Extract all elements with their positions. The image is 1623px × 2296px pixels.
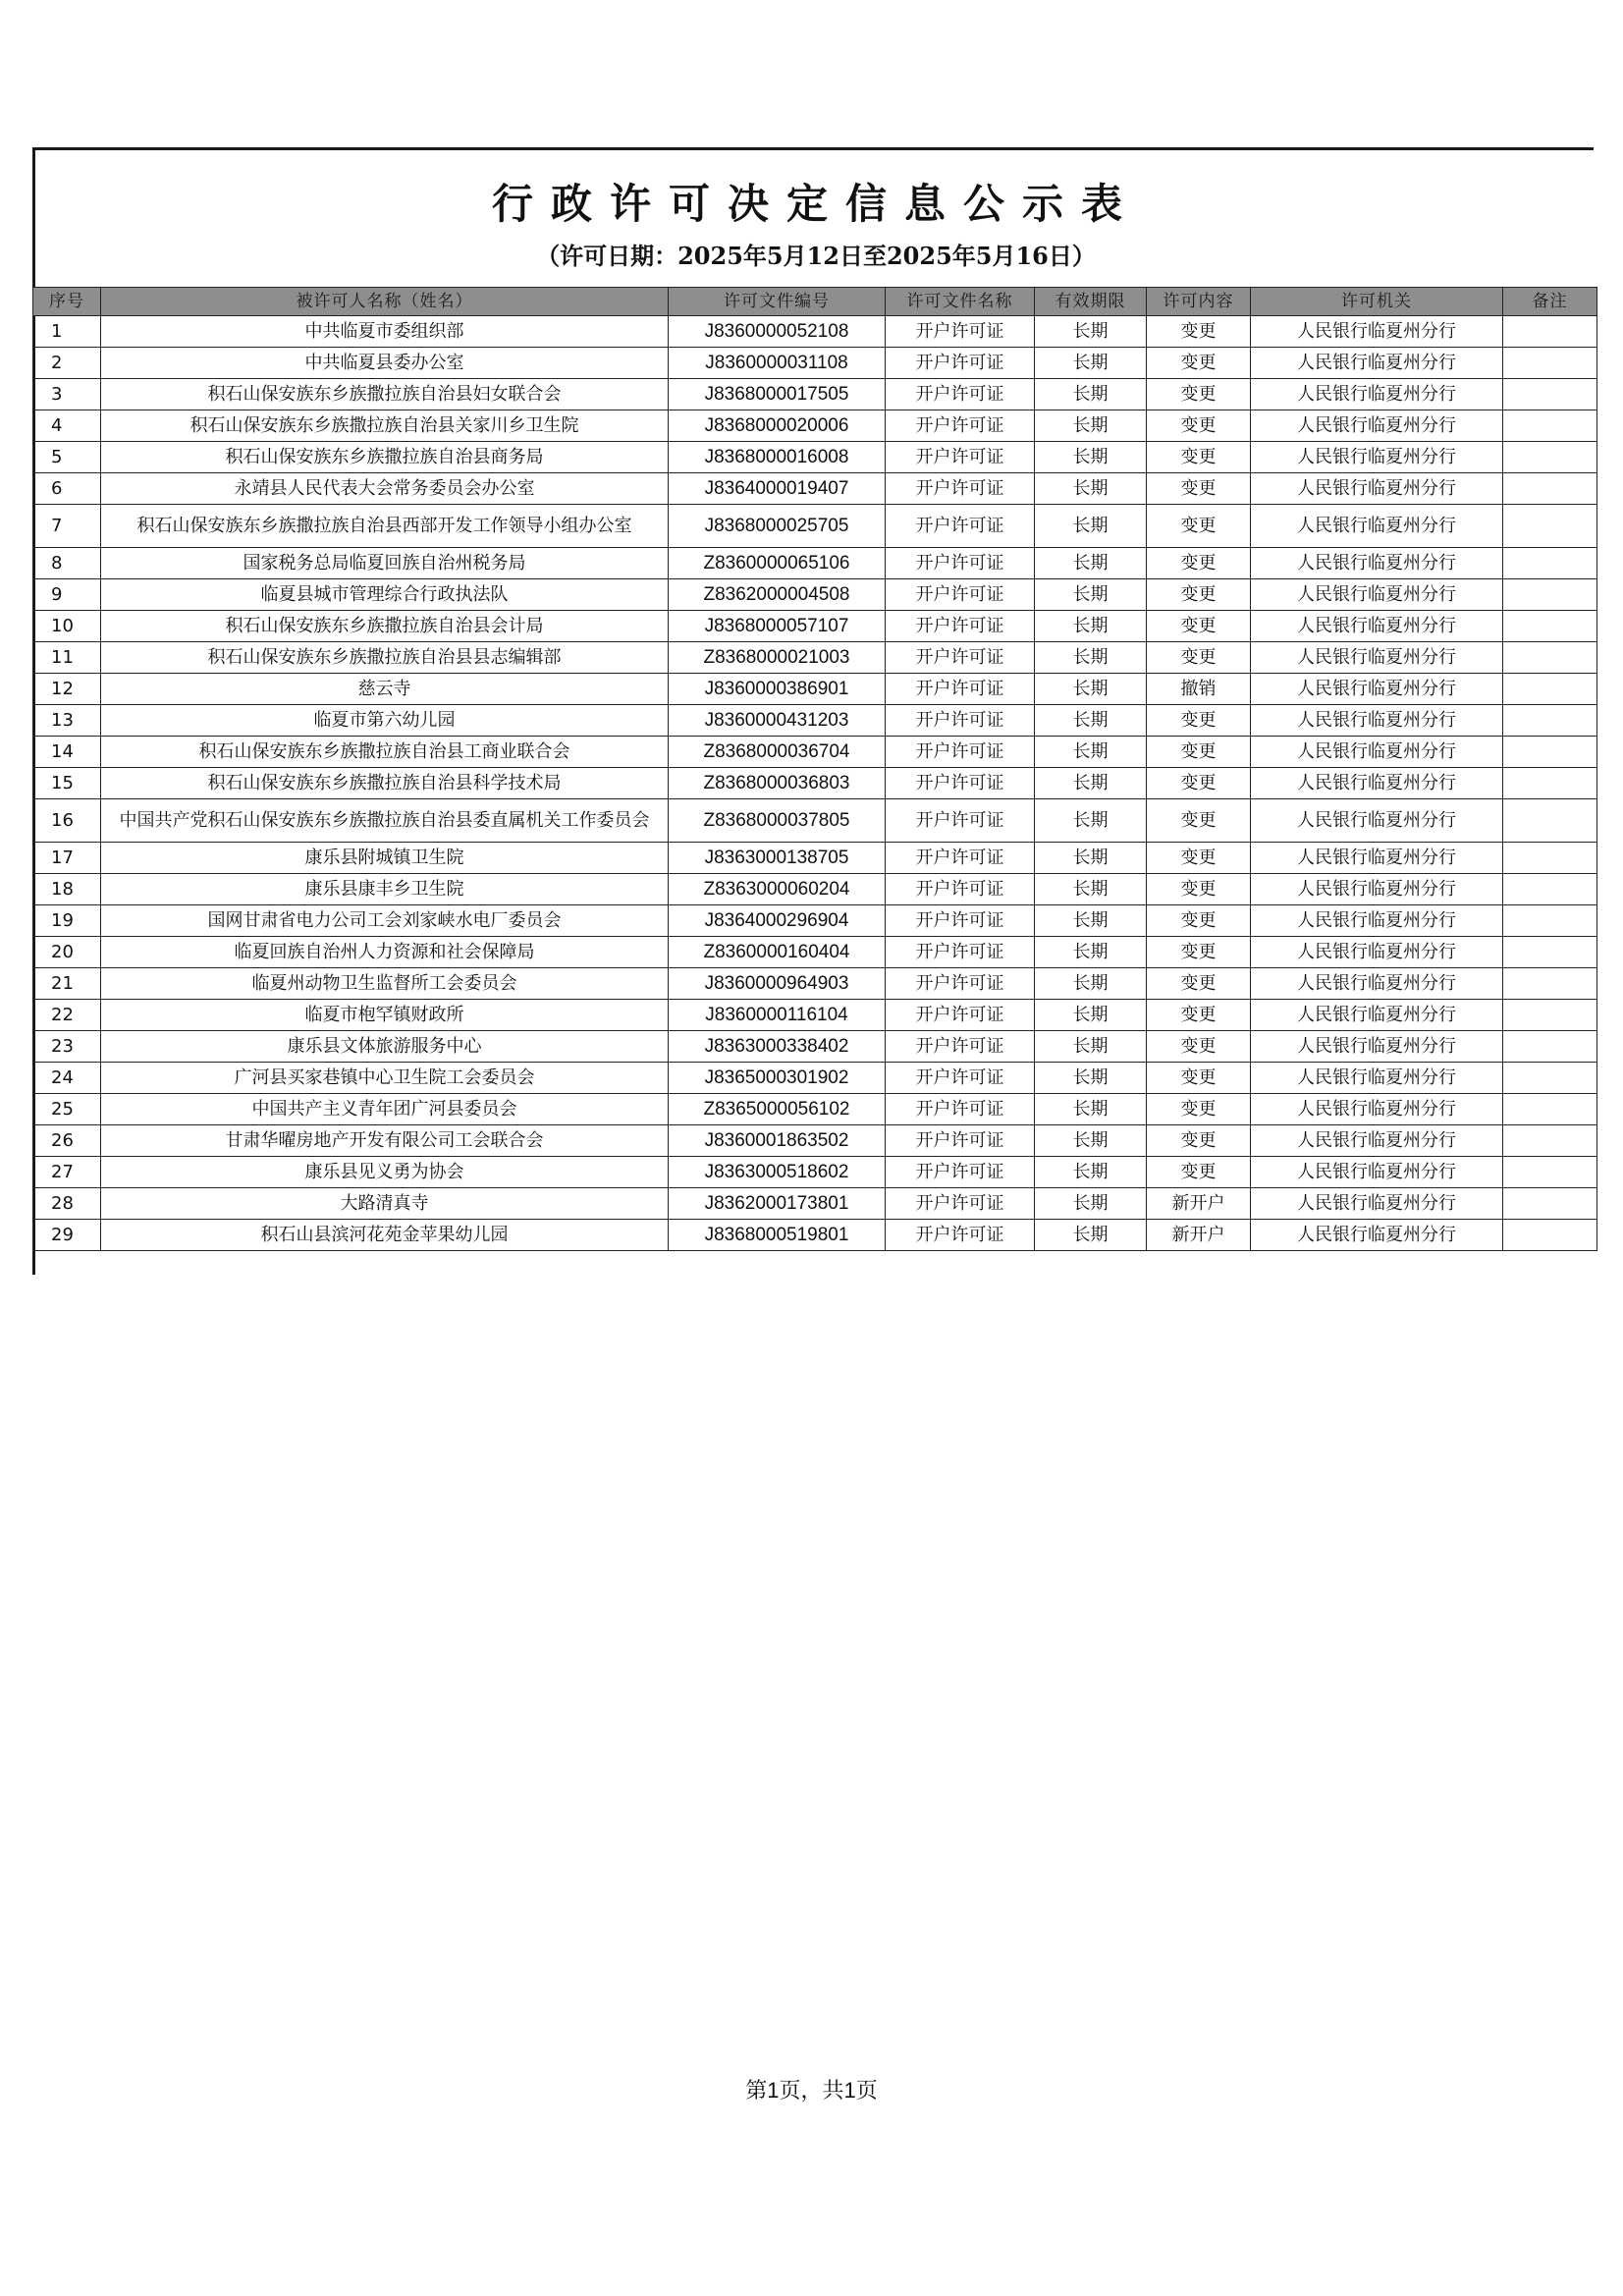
cell-remark [1503, 737, 1597, 768]
cell-authority: 人民银行临夏州分行 [1251, 937, 1503, 968]
cell-code: J8360001863502 [669, 1125, 886, 1157]
cell-code: J8363000338402 [669, 1031, 886, 1063]
cell-remark [1503, 611, 1597, 642]
cell-period: 长期 [1035, 1031, 1147, 1063]
cell-name: 积石山县滨河花苑金苹果幼儿园 [101, 1220, 669, 1251]
table-row [33, 799, 1597, 843]
cell-authority: 人民银行临夏州分行 [1251, 674, 1503, 705]
cell-authority: 人民银行临夏州分行 [1251, 1157, 1503, 1188]
table-row [33, 1157, 1597, 1188]
cell-authority: 人民银行临夏州分行 [1251, 505, 1503, 548]
cell-code: Z8360000160404 [669, 937, 886, 968]
cell-name: 临夏回族自治州人力资源和社会保障局 [101, 937, 669, 968]
cell-content: 新开户 [1147, 1220, 1251, 1251]
cell-code: J8368000519801 [669, 1220, 886, 1251]
cell-content: 变更 [1147, 1063, 1251, 1094]
cell-remark [1503, 968, 1597, 1000]
cell-content: 新开户 [1147, 1188, 1251, 1220]
cell-code: J8363000518602 [669, 1157, 886, 1188]
cell-content: 变更 [1147, 843, 1251, 874]
cell-code: J8368000020006 [669, 410, 886, 442]
table-row [33, 505, 1597, 548]
cell-doc: 开户许可证 [886, 505, 1035, 548]
cell-code: J8365000301902 [669, 1063, 886, 1094]
table-row [33, 705, 1597, 737]
cell-name: 康乐县文体旅游服务中心 [101, 1031, 669, 1063]
cell-authority: 人民银行临夏州分行 [1251, 473, 1503, 505]
cell-authority: 人民银行临夏州分行 [1251, 548, 1503, 579]
cell-period: 长期 [1035, 348, 1147, 379]
cell-doc: 开户许可证 [886, 473, 1035, 505]
cell-remark [1503, 1188, 1597, 1220]
cell-authority: 人民银行临夏州分行 [1251, 1094, 1503, 1125]
cell-content: 变更 [1147, 799, 1251, 843]
cell-seq: 19 [33, 905, 101, 937]
cell-code: J8368000016008 [669, 442, 886, 473]
cell-authority: 人民银行临夏州分行 [1251, 316, 1503, 348]
cell-remark [1503, 1031, 1597, 1063]
cell-period: 长期 [1035, 768, 1147, 799]
header-content: 许可内容 [1147, 288, 1251, 316]
cell-content: 变更 [1147, 1031, 1251, 1063]
cell-seq: 28 [33, 1188, 101, 1220]
cell-authority: 人民银行临夏州分行 [1251, 410, 1503, 442]
cell-content: 变更 [1147, 642, 1251, 674]
cell-remark [1503, 642, 1597, 674]
cell-name: 积石山保安族东乡族撒拉族自治县县志编辑部 [101, 642, 669, 674]
cell-name: 慈云寺 [101, 674, 669, 705]
header-code: 许可文件编号 [669, 288, 886, 316]
cell-code: J8368000057107 [669, 611, 886, 642]
table-body [33, 316, 1597, 1251]
cell-period: 长期 [1035, 505, 1147, 548]
cell-seq: 26 [33, 1125, 101, 1157]
cell-doc: 开户许可证 [886, 843, 1035, 874]
cell-content: 变更 [1147, 768, 1251, 799]
cell-authority: 人民银行临夏州分行 [1251, 768, 1503, 799]
table-row [33, 1000, 1597, 1031]
cell-code: J8363000138705 [669, 843, 886, 874]
cell-remark [1503, 1063, 1597, 1094]
cell-period: 长期 [1035, 674, 1147, 705]
cell-seq: 20 [33, 937, 101, 968]
cell-period: 长期 [1035, 1220, 1147, 1251]
header-doc: 许可文件名称 [886, 288, 1035, 316]
cell-name: 积石山保安族东乡族撒拉族自治县科学技术局 [101, 768, 669, 799]
document-subtitle: （许可日期：2025年5月12日至2025年5月16日） [536, 242, 1096, 270]
table-row [33, 548, 1597, 579]
cell-content: 变更 [1147, 611, 1251, 642]
cell-doc: 开户许可证 [886, 968, 1035, 1000]
cell-content: 变更 [1147, 579, 1251, 611]
cell-seq: 18 [33, 874, 101, 905]
cell-content: 变更 [1147, 737, 1251, 768]
cell-authority: 人民银行临夏州分行 [1251, 348, 1503, 379]
cell-doc: 开户许可证 [886, 379, 1035, 410]
cell-doc: 开户许可证 [886, 316, 1035, 348]
cell-content: 撤销 [1147, 674, 1251, 705]
cell-doc: 开户许可证 [886, 1220, 1035, 1251]
cell-code: J8368000025705 [669, 505, 886, 548]
table-row [33, 674, 1597, 705]
table-header-row [33, 288, 1597, 316]
cell-content: 变更 [1147, 968, 1251, 1000]
cell-period: 长期 [1035, 1063, 1147, 1094]
cell-authority: 人民银行临夏州分行 [1251, 843, 1503, 874]
cell-seq: 6 [33, 473, 101, 505]
cell-seq: 21 [33, 968, 101, 1000]
cell-period: 长期 [1035, 548, 1147, 579]
cell-name: 康乐县见义勇为协会 [101, 1157, 669, 1188]
header-name: 被许可人名称（姓名） [101, 288, 669, 316]
cell-code: J8360000964903 [669, 968, 886, 1000]
cell-period: 长期 [1035, 905, 1147, 937]
cell-authority: 人民银行临夏州分行 [1251, 579, 1503, 611]
cell-remark [1503, 379, 1597, 410]
cell-code: J8360000031108 [669, 348, 886, 379]
cell-content: 变更 [1147, 348, 1251, 379]
cell-content: 变更 [1147, 548, 1251, 579]
cell-content: 变更 [1147, 1000, 1251, 1031]
cell-authority: 人民银行临夏州分行 [1251, 1000, 1503, 1031]
cell-content: 变更 [1147, 379, 1251, 410]
cell-remark [1503, 548, 1597, 579]
cell-code: Z8360000065106 [669, 548, 886, 579]
cell-authority: 人民银行临夏州分行 [1251, 968, 1503, 1000]
cell-seq: 15 [33, 768, 101, 799]
cell-period: 长期 [1035, 473, 1147, 505]
header-seq: 序号 [33, 288, 101, 316]
cell-name: 大路清真寺 [101, 1188, 669, 1220]
cell-code: Z8363000060204 [669, 874, 886, 905]
cell-remark [1503, 705, 1597, 737]
table-row [33, 1094, 1597, 1125]
cell-seq: 7 [33, 505, 101, 548]
cell-name: 临夏市第六幼儿园 [101, 705, 669, 737]
cell-period: 长期 [1035, 410, 1147, 442]
cell-seq: 24 [33, 1063, 101, 1094]
cell-period: 长期 [1035, 937, 1147, 968]
table-row [33, 316, 1597, 348]
cell-seq: 5 [33, 442, 101, 473]
cell-authority: 人民银行临夏州分行 [1251, 905, 1503, 937]
cell-seq: 17 [33, 843, 101, 874]
table-row [33, 843, 1597, 874]
cell-period: 长期 [1035, 705, 1147, 737]
table-row [33, 473, 1597, 505]
cell-seq: 29 [33, 1220, 101, 1251]
cell-remark [1503, 1000, 1597, 1031]
cell-remark [1503, 1220, 1597, 1251]
cell-name: 中共临夏县委办公室 [101, 348, 669, 379]
table-row [33, 768, 1597, 799]
cell-period: 长期 [1035, 737, 1147, 768]
permit-table [32, 287, 1597, 1251]
cell-authority: 人民银行临夏州分行 [1251, 611, 1503, 642]
cell-authority: 人民银行临夏州分行 [1251, 642, 1503, 674]
cell-remark [1503, 799, 1597, 843]
table-row [33, 1125, 1597, 1157]
cell-doc: 开户许可证 [886, 642, 1035, 674]
cell-remark [1503, 505, 1597, 548]
cell-remark [1503, 348, 1597, 379]
cell-doc: 开户许可证 [886, 579, 1035, 611]
cell-seq: 11 [33, 642, 101, 674]
cell-period: 长期 [1035, 799, 1147, 843]
cell-content: 变更 [1147, 905, 1251, 937]
document-title: 行政许可决定信息公示表 [491, 180, 1140, 228]
cell-period: 长期 [1035, 379, 1147, 410]
cell-seq: 22 [33, 1000, 101, 1031]
cell-period: 长期 [1035, 1094, 1147, 1125]
cell-code: J8362000173801 [669, 1188, 886, 1220]
cell-name: 临夏县城市管理综合行政执法队 [101, 579, 669, 611]
header-authority: 许可机关 [1251, 288, 1503, 316]
cell-content: 变更 [1147, 1157, 1251, 1188]
cell-doc: 开户许可证 [886, 1063, 1035, 1094]
cell-content: 变更 [1147, 1125, 1251, 1157]
cell-authority: 人民银行临夏州分行 [1251, 1125, 1503, 1157]
document-frame [32, 147, 1594, 1275]
cell-authority: 人民银行临夏州分行 [1251, 1220, 1503, 1251]
cell-authority: 人民银行临夏州分行 [1251, 874, 1503, 905]
cell-name: 积石山保安族东乡族撒拉族自治县西部开发工作领导小组办公室 [101, 505, 669, 548]
cell-code: J8360000431203 [669, 705, 886, 737]
cell-code: J8360000052108 [669, 316, 886, 348]
cell-seq: 3 [33, 379, 101, 410]
table-row [33, 905, 1597, 937]
cell-name: 康乐县康丰乡卫生院 [101, 874, 669, 905]
cell-code: Z8368000036704 [669, 737, 886, 768]
header-remark: 备注 [1503, 288, 1597, 316]
cell-remark [1503, 843, 1597, 874]
cell-name: 积石山保安族东乡族撒拉族自治县妇女联合会 [101, 379, 669, 410]
cell-authority: 人民银行临夏州分行 [1251, 737, 1503, 768]
cell-code: Z8365000056102 [669, 1094, 886, 1125]
table-row [33, 642, 1597, 674]
cell-remark [1503, 473, 1597, 505]
cell-doc: 开户许可证 [886, 1094, 1035, 1125]
cell-seq: 16 [33, 799, 101, 843]
cell-code: Z8368000037805 [669, 799, 886, 843]
cell-authority: 人民银行临夏州分行 [1251, 442, 1503, 473]
cell-seq: 12 [33, 674, 101, 705]
cell-period: 长期 [1035, 579, 1147, 611]
cell-seq: 8 [33, 548, 101, 579]
cell-code: Z8362000004508 [669, 579, 886, 611]
cell-name: 国网甘肃省电力公司工会刘家峡水电厂委员会 [101, 905, 669, 937]
cell-period: 长期 [1035, 1188, 1147, 1220]
cell-remark [1503, 1094, 1597, 1125]
cell-seq: 25 [33, 1094, 101, 1125]
cell-authority: 人民银行临夏州分行 [1251, 799, 1503, 843]
cell-name: 临夏州动物卫生监督所工会委员会 [101, 968, 669, 1000]
cell-period: 长期 [1035, 968, 1147, 1000]
table-row [33, 348, 1597, 379]
cell-remark [1503, 1157, 1597, 1188]
cell-code: Z8368000021003 [669, 642, 886, 674]
table-row [33, 1188, 1597, 1220]
cell-seq: 13 [33, 705, 101, 737]
cell-name: 积石山保安族东乡族撒拉族自治县会计局 [101, 611, 669, 642]
cell-doc: 开户许可证 [886, 674, 1035, 705]
cell-doc: 开户许可证 [886, 1157, 1035, 1188]
cell-code: Z8368000036803 [669, 768, 886, 799]
cell-remark [1503, 768, 1597, 799]
cell-name: 康乐县附城镇卫生院 [101, 843, 669, 874]
cell-authority: 人民银行临夏州分行 [1251, 705, 1503, 737]
cell-remark [1503, 674, 1597, 705]
cell-remark [1503, 1125, 1597, 1157]
cell-content: 变更 [1147, 473, 1251, 505]
cell-remark [1503, 579, 1597, 611]
cell-code: J8360000386901 [669, 674, 886, 705]
cell-doc: 开户许可证 [886, 768, 1035, 799]
cell-doc: 开户许可证 [886, 348, 1035, 379]
cell-content: 变更 [1147, 874, 1251, 905]
cell-content: 变更 [1147, 1094, 1251, 1125]
cell-remark [1503, 410, 1597, 442]
cell-doc: 开户许可证 [886, 442, 1035, 473]
cell-content: 变更 [1147, 937, 1251, 968]
cell-code: J8360000116104 [669, 1000, 886, 1031]
cell-content: 变更 [1147, 442, 1251, 473]
cell-doc: 开户许可证 [886, 937, 1035, 968]
cell-name: 甘肃华曜房地产开发有限公司工会联合会 [101, 1125, 669, 1157]
cell-doc: 开户许可证 [886, 611, 1035, 642]
cell-doc: 开户许可证 [886, 548, 1035, 579]
table-row [33, 968, 1597, 1000]
cell-remark [1503, 442, 1597, 473]
cell-period: 长期 [1035, 1157, 1147, 1188]
cell-seq: 23 [33, 1031, 101, 1063]
cell-remark [1503, 937, 1597, 968]
cell-remark [1503, 874, 1597, 905]
cell-seq: 9 [33, 579, 101, 611]
cell-remark [1503, 905, 1597, 937]
cell-name: 国家税务总局临夏回族自治州税务局 [101, 548, 669, 579]
cell-period: 长期 [1035, 843, 1147, 874]
cell-doc: 开户许可证 [886, 737, 1035, 768]
cell-code: J8364000296904 [669, 905, 886, 937]
cell-seq: 4 [33, 410, 101, 442]
cell-content: 变更 [1147, 410, 1251, 442]
cell-seq: 14 [33, 737, 101, 768]
cell-name: 临夏市枹罕镇财政所 [101, 1000, 669, 1031]
cell-name: 积石山保安族东乡族撒拉族自治县关家川乡卫生院 [101, 410, 669, 442]
cell-period: 长期 [1035, 442, 1147, 473]
table-row [33, 379, 1597, 410]
cell-code: J8368000017505 [669, 379, 886, 410]
cell-name: 中国共产主义青年团广河县委员会 [101, 1094, 669, 1125]
cell-name: 积石山保安族东乡族撒拉族自治县商务局 [101, 442, 669, 473]
page-footer: 第1页，共1页 [745, 2078, 878, 2103]
cell-doc: 开户许可证 [886, 874, 1035, 905]
cell-name: 广河县买家巷镇中心卫生院工会委员会 [101, 1063, 669, 1094]
cell-period: 长期 [1035, 316, 1147, 348]
table-row [33, 442, 1597, 473]
cell-period: 长期 [1035, 1000, 1147, 1031]
table-row [33, 611, 1597, 642]
table-row [33, 410, 1597, 442]
cell-name: 中共临夏市委组织部 [101, 316, 669, 348]
cell-period: 长期 [1035, 642, 1147, 674]
cell-authority: 人民银行临夏州分行 [1251, 1063, 1503, 1094]
cell-content: 变更 [1147, 316, 1251, 348]
table-row [33, 737, 1597, 768]
cell-period: 长期 [1035, 611, 1147, 642]
cell-content: 变更 [1147, 505, 1251, 548]
cell-authority: 人民银行临夏州分行 [1251, 1031, 1503, 1063]
table-row [33, 874, 1597, 905]
table-row [33, 1220, 1597, 1251]
table-row [33, 1063, 1597, 1094]
table-row [33, 937, 1597, 968]
cell-doc: 开户许可证 [886, 799, 1035, 843]
cell-period: 长期 [1035, 1125, 1147, 1157]
table-row [33, 579, 1597, 611]
cell-doc: 开户许可证 [886, 1031, 1035, 1063]
cell-name: 中国共产党积石山保安族东乡族撒拉族自治县委直属机关工作委员会 [101, 799, 669, 843]
cell-period: 长期 [1035, 874, 1147, 905]
cell-doc: 开户许可证 [886, 410, 1035, 442]
cell-doc: 开户许可证 [886, 905, 1035, 937]
cell-name: 积石山保安族东乡族撒拉族自治县工商业联合会 [101, 737, 669, 768]
cell-authority: 人民银行临夏州分行 [1251, 379, 1503, 410]
header-period: 有效期限 [1035, 288, 1147, 316]
table-row [33, 1031, 1597, 1063]
cell-code: J8364000019407 [669, 473, 886, 505]
cell-doc: 开户许可证 [886, 1125, 1035, 1157]
cell-remark [1503, 316, 1597, 348]
cell-doc: 开户许可证 [886, 1188, 1035, 1220]
cell-content: 变更 [1147, 705, 1251, 737]
cell-seq: 2 [33, 348, 101, 379]
cell-name: 永靖县人民代表大会常务委员会办公室 [101, 473, 669, 505]
cell-seq: 27 [33, 1157, 101, 1188]
cell-authority: 人民银行临夏州分行 [1251, 1188, 1503, 1220]
cell-doc: 开户许可证 [886, 1000, 1035, 1031]
cell-doc: 开户许可证 [886, 705, 1035, 737]
cell-seq: 10 [33, 611, 101, 642]
cell-seq: 1 [33, 316, 101, 348]
